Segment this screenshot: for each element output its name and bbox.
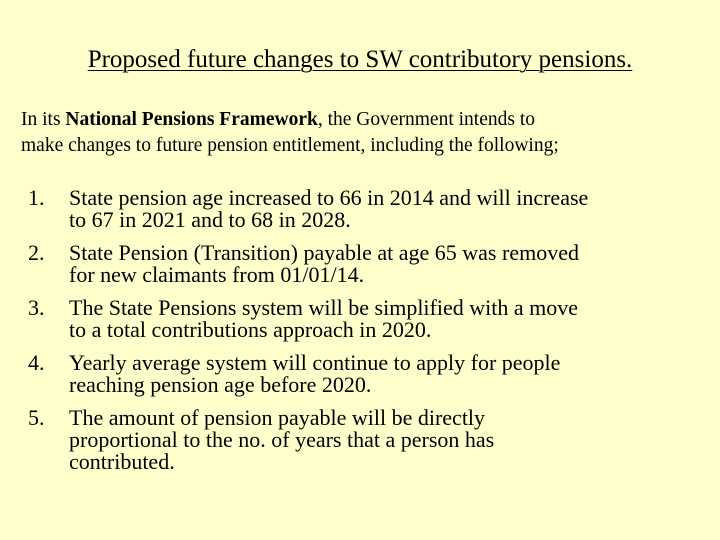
list-line: contributed.	[69, 449, 175, 474]
intro-line-2: make changes to future pension entitlement, including the following;	[21, 135, 559, 156]
list-text	[69, 407, 699, 473]
list-number: 5.	[28, 405, 45, 430]
intro-emphasis: National Pensions Framework	[65, 109, 318, 130]
list-line: Yearly average system will continue to apply for people	[69, 350, 561, 375]
slide-title: Proposed future changes to SW contributory pensions.	[87, 46, 633, 73]
intro-suffix: , the Government intends to	[317, 109, 535, 130]
list-line: proportional to the no. of years that a person has	[69, 427, 495, 452]
list-line: State Pension (Transition) payable at age 65 was removed	[69, 240, 579, 265]
list-item-3	[28, 297, 708, 341]
changes-list	[28, 187, 708, 484]
intro-prefix: In its	[21, 109, 66, 130]
list-number: 2.	[28, 240, 45, 265]
list-number: 3.	[28, 295, 45, 320]
list-text	[69, 187, 699, 231]
list-line: for new claimants from 01/01/14.	[69, 262, 365, 287]
list-text	[69, 242, 699, 286]
list-line: The amount of pension payable will be directly	[69, 405, 486, 430]
list-item-2	[28, 242, 708, 286]
list-number: 1.	[28, 185, 45, 210]
list-text	[69, 297, 699, 341]
intro-line-1	[21, 107, 711, 133]
list-item-4	[28, 352, 708, 396]
list-item-1	[28, 187, 708, 231]
intro-paragraph	[21, 107, 711, 159]
list-line: to a total contributions approach in 2020.	[69, 317, 432, 342]
list-number: 4.	[28, 350, 45, 375]
list-line: State pension age increased to 66 in 2014 and will increase	[69, 185, 589, 210]
list-text	[69, 352, 699, 396]
list-item-5	[28, 407, 708, 473]
list-line: to 67 in 2021 and to 68 in 2028.	[69, 207, 351, 232]
list-line: The State Pensions system will be simplified with a move	[69, 295, 578, 320]
list-line: reaching pension age before 2020.	[69, 372, 372, 397]
